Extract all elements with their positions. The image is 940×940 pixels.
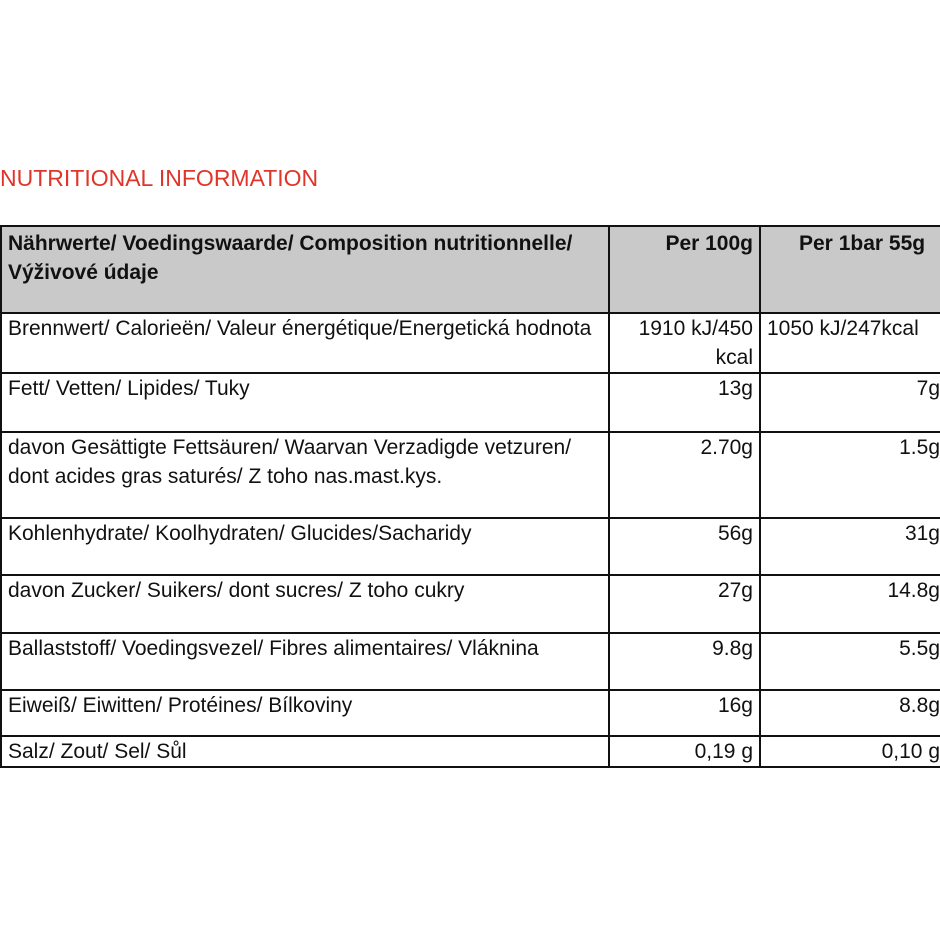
- table-row: [1, 313, 940, 373]
- table-row: [1, 690, 940, 736]
- table-row: [1, 633, 940, 690]
- nutrient-label: Fett/ Vetten/ Lipides/ Tuky: [1, 373, 609, 432]
- table-row: [1, 432, 940, 518]
- nutrition-table: [0, 225, 940, 768]
- value-per-bar: 1.5g: [760, 432, 940, 518]
- value-per-100g: 27g: [609, 575, 760, 633]
- table-row: [1, 373, 940, 432]
- nutrient-label: Eiweiß/ Eiwitten/ Protéines/ Bílkoviny: [1, 690, 609, 736]
- value-per-bar: 5.5g: [760, 633, 940, 690]
- table-row: [1, 736, 940, 767]
- value-per-100g: 9.8g: [609, 633, 760, 690]
- table-row: [1, 575, 940, 633]
- nutrient-label: davon Zucker/ Suikers/ dont sucres/ Z toho cukry: [1, 575, 609, 633]
- value-per-bar: 0,10 g: [760, 736, 940, 767]
- value-per-bar: 1050 kJ/247kcal: [760, 313, 940, 373]
- value-per-100g: 16g: [609, 690, 760, 736]
- value-per-100g: 56g: [609, 518, 760, 575]
- nutrient-label: Ballaststoff/ Voedingsvezel/ Fibres alimentaires/ Vláknina: [1, 633, 609, 690]
- nutrition-table-container: [0, 225, 940, 776]
- value-per-100g: 1910 kJ/450 kcal: [609, 313, 760, 373]
- value-per-bar: 14.8g: [760, 575, 940, 633]
- nutrient-label: Salz/ Zout/ Sel/ Sůl: [1, 736, 609, 767]
- value-per-100g: 13g: [609, 373, 760, 432]
- nutrient-label: Kohlenhydrate/ Koolhydraten/ Glucides/Sacharidy: [1, 518, 609, 575]
- header-per-bar: Per 1bar 55g: [760, 226, 940, 313]
- value-per-100g: 0,19 g: [609, 736, 760, 767]
- value-per-bar: 31g: [760, 518, 940, 575]
- value-per-bar: 7g: [760, 373, 940, 432]
- table-header-row: [1, 226, 940, 313]
- nutrient-label: davon Gesättigte Fettsäuren/ Waarvan Verzadigde vetzuren/ dont acides gras saturés/ Z toho nas.mast.kys.: [1, 432, 609, 518]
- page-title: NUTRITIONAL INFORMATION: [0, 165, 319, 191]
- value-per-100g: 2.70g: [609, 432, 760, 518]
- value-per-bar: 8.8g: [760, 690, 940, 736]
- table-row: [1, 518, 940, 575]
- header-nutrient: Nährwerte/ Voedingswaarde/ Composition nutritionnelle/ Výživové údaje: [1, 226, 609, 313]
- header-per-100g: Per 100g: [609, 226, 760, 313]
- nutrient-label: Brennwert/ Calorieën/ Valeur énergétique/Energetická hodnota: [1, 313, 609, 373]
